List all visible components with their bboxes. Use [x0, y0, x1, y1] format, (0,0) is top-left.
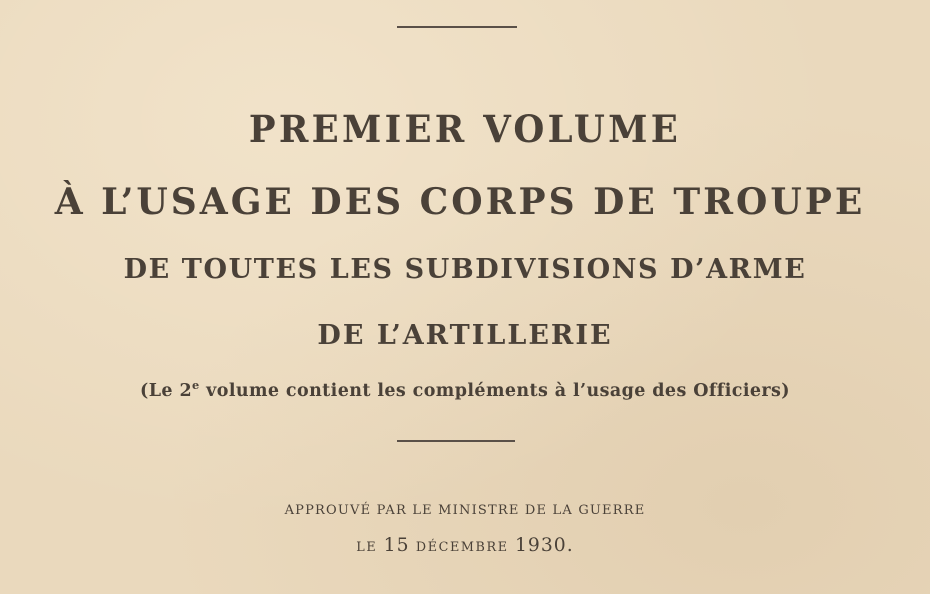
title-line-subdivisions: DE TOUTES LES SUBDIVISIONS D’ARME: [123, 254, 807, 285]
approval-date-month: DÉCEMBRE: [415, 540, 509, 555]
top-divider: [397, 26, 517, 28]
approval-date-year: 1930.: [515, 535, 574, 556]
volume-note: [0, 378, 930, 401]
approval-date: [0, 535, 930, 556]
middle-divider: [397, 440, 515, 442]
title-line-artillerie: DE L’ARTILLERIE: [317, 320, 613, 351]
title-line-premier-volume: PREMIER VOLUME: [248, 107, 682, 151]
volume-note-prefix: (Le 2: [140, 381, 193, 401]
approval-date-prefix: LE: [356, 540, 378, 555]
volume-note-suffix: volume contient les compléments à l’usage des Officiers): [199, 381, 790, 401]
approval-date-day: 15: [383, 535, 410, 556]
volume-note-superscript: e: [192, 378, 200, 393]
title-line-usage-corps: À L’USAGE DES CORPS DE TROUPE: [54, 181, 866, 223]
approval-line: APPROUVÉ PAR LE MINISTRE DE LA GUERRE: [284, 503, 646, 518]
